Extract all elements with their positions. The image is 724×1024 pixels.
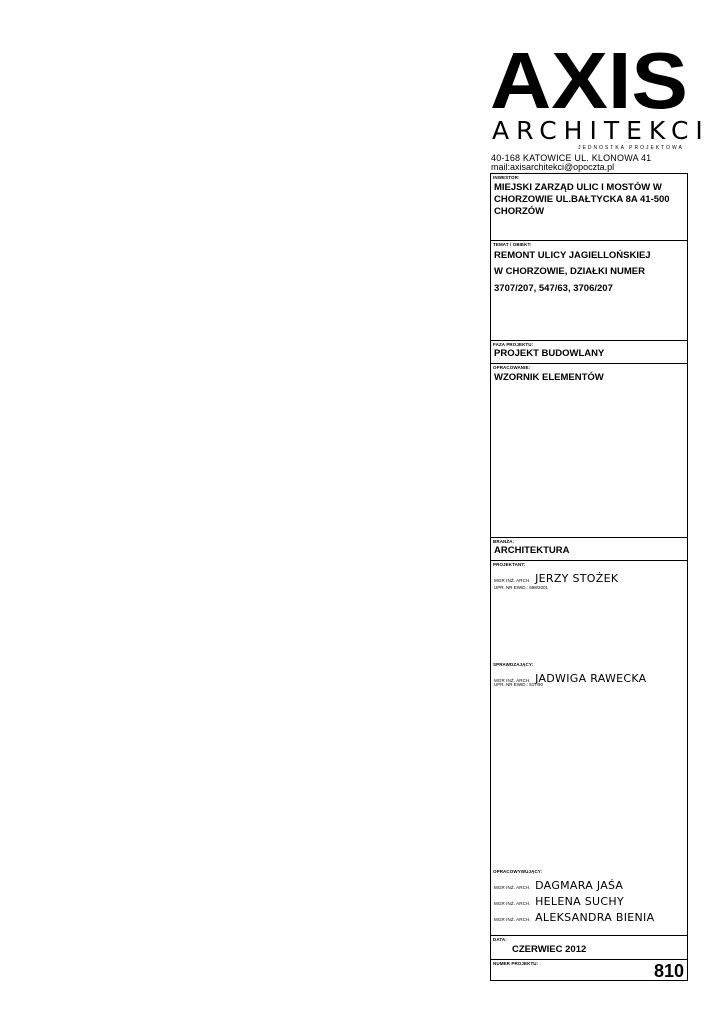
phase-value: PROJEKT BUDOWLANY [494, 348, 605, 359]
investor-line-1: MIEJSKI ZARZĄD ULIC I MOSTÓW W [494, 182, 662, 193]
reviewer-permit: UPR. NR EWID.: 517/90 [494, 682, 544, 687]
logo-unit: JEDNOSTKA PROJEKTOWA [578, 145, 684, 151]
designer-label: PROJEKTANT: [493, 562, 526, 567]
author-name: ALEKSANDRA BIENIA [535, 911, 655, 924]
logo-brand-text: AXIS [490, 46, 688, 116]
subject-line-2: W CHORZOWIE, DZIAŁKI NUMER [494, 266, 645, 277]
designer-name: JERZY STOŻEK [535, 572, 619, 585]
investor-line-3: CHORZÓW [494, 206, 545, 217]
authors-label: OPRACOWYWUJĄCY: [493, 869, 543, 874]
author-title: MGR INŻ. ARCH. [494, 885, 531, 890]
reviewer-name: JADWIGA RAWECKA [535, 672, 647, 685]
logo-subtitle: ARCHITEKCI [492, 116, 710, 145]
prepared-section [491, 364, 687, 538]
office-address: 40-168 KATOWICE UL. KLONOWA 41 [491, 153, 652, 163]
reviewer-title: MGR INŻ. ARCH. [494, 678, 531, 683]
author-title: MGR INŻ. ARCH. [494, 917, 531, 922]
date-section [491, 936, 687, 960]
phase-label: FAZA PROJEKTU: [493, 342, 534, 347]
branch-label: BRANŻA: [493, 539, 515, 544]
author-name: DAGMARA JAŚA [535, 879, 624, 892]
project-number-label: NUMER PROJEKTU: [493, 961, 539, 966]
author-name: HELENA SUCHY [535, 895, 624, 908]
date-label: DATA: [493, 937, 507, 942]
designer-title: MGR INŻ. ARCH. [494, 578, 531, 583]
subject-line-1: REMONT ULICY JAGIELLOŃSKIEJ [494, 250, 651, 261]
author-entry [494, 908, 654, 926]
reviewer-label: SPRAWDZAJĄCY: [493, 662, 534, 667]
subject-label: TEMAT / OBIEKT: [493, 242, 532, 247]
prepared-value: WZORNIK ELEMENTÓW [494, 372, 604, 383]
investor-section [491, 174, 687, 241]
author-title: MGR INŻ. ARCH. [494, 901, 531, 906]
people-section [491, 561, 687, 936]
subject-line-3: 3707/207, 547/63, 3706/207 [494, 283, 613, 294]
date-value: CZERWIEC 2012 [512, 944, 587, 955]
investor-label: INWESTOR: [493, 175, 520, 180]
axis-logo [490, 46, 690, 116]
title-block [490, 173, 688, 981]
designer-permit: UPR. NR EWID.: 698/2001 [494, 585, 549, 590]
project-number-section [491, 960, 687, 980]
investor-line-2: CHORZOWIE UL.BAŁTYCKA 8A 41-500 [494, 194, 670, 205]
phase-section [491, 341, 687, 364]
subject-section [491, 241, 687, 341]
project-number-value: 810 [653, 961, 684, 981]
branch-section [491, 538, 687, 561]
branch-value: ARCHITEKTURA [494, 545, 570, 556]
office-email: mail:axisarchitekci@opoczta.pl [491, 162, 615, 172]
prepared-label: OPRACOWANIE: [493, 365, 531, 370]
